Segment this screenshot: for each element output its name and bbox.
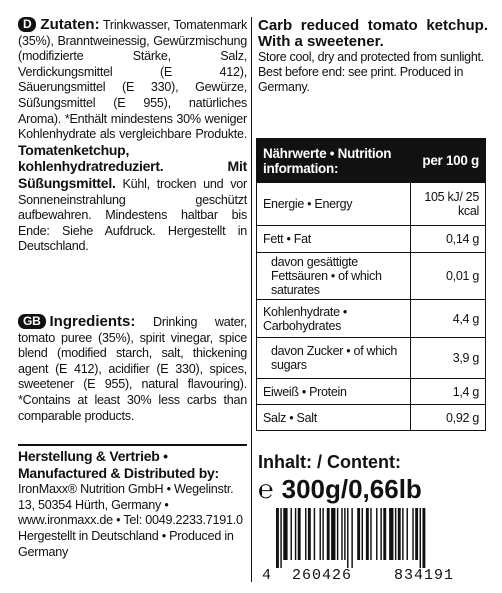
barcode-bar — [376, 508, 377, 560]
nutrition-header-value: per 100 g — [411, 139, 486, 183]
nutrition-row — [257, 405, 486, 431]
barcode-bar — [337, 508, 338, 560]
barcode-bar — [402, 508, 403, 560]
nutrition-row-value: 0,14 g — [411, 226, 486, 253]
nutrition-row-value: 105 kJ/ 25 kcal — [411, 183, 486, 226]
en-product-block — [258, 18, 488, 95]
barcode-bar — [283, 508, 287, 560]
barcode-bar — [305, 508, 306, 560]
barcode-bar — [412, 508, 413, 560]
gb-badge: GB — [18, 314, 46, 329]
nutrition-row-value: 3,9 g — [411, 338, 486, 379]
barcode-bar — [314, 508, 315, 560]
nutrition-row-label: Salz • Salt — [257, 405, 411, 431]
nutrition-row-label: Fett • Fat — [257, 226, 411, 253]
nutrition-header-row — [257, 139, 486, 183]
barcode-bar — [357, 508, 360, 560]
barcode-bar — [370, 508, 371, 560]
content-heading: Inhalt: / Content: — [258, 452, 401, 472]
barcode-bar — [291, 508, 292, 560]
nutrition-row-value: 4,4 g — [411, 300, 486, 338]
nutrition-row-value: 0,01 g — [411, 253, 486, 300]
barcode-bar — [276, 508, 279, 568]
nutrition-row-label: Energie • Energy — [257, 183, 411, 226]
barcode-bar — [322, 508, 323, 560]
barcode-bar — [344, 508, 345, 560]
gb-ingredients-text: Drinking water, tomato puree (35%), spirit vinegar, spice blend (modified starch, salt, thickening agent (E 412), acidifier (E 330), spices, sweetener (E 955), natural flavouring). *Contains at least 30% less carbs than comparable products. — [18, 315, 248, 423]
barcode-bar — [280, 508, 281, 568]
de-product-name: Tomatenketchup, kohlenhydratreduziert. Mit Süßungsmittel. — [18, 141, 247, 191]
gb-ingredients-block — [18, 314, 247, 424]
nutrition-table — [256, 138, 486, 431]
gb-heading: Ingredients: — [49, 313, 136, 330]
nutrition-row-value: 0,92 g — [411, 405, 486, 431]
barcode-digit-1: 4 — [262, 567, 273, 584]
nutrition-row — [257, 253, 486, 300]
nutrition-row-label: davon gesättigte Fettsäuren • of which saturates — [257, 253, 411, 300]
barcode-bar — [415, 508, 418, 560]
nutrition-row-label: davon Zucker • of which sugars — [257, 338, 411, 379]
barcode-bar — [341, 508, 342, 560]
barcode-bar — [347, 508, 348, 568]
barcode-bar — [389, 508, 393, 560]
barcode-bar — [295, 508, 296, 560]
nutrition-row — [257, 183, 486, 226]
barcode-bar — [422, 508, 425, 568]
barcode-bar — [383, 508, 386, 560]
content-amount: 300g/0,66lb — [281, 474, 422, 504]
barcode-bar — [398, 508, 401, 560]
de-storage-text: Kühl, trocken und vor Sonneneinstrahlung geschützt aufbewahren. Mindestens haltbar bis Ende: Siehe Aufdruck. Hergestellt in Deutschland. — [18, 176, 247, 254]
de-ingredients-text: Trinkwasser, Tomatenmark (35%), Branntweinessig, Gewürzmischung (modifizierte Stärke, Salz, Verdickungsmittel (E 412), Säuerungsmittel (E 330), Gewürze, Süßungsmittel (E 955), natürliches Aroma). *Enthält mindestens 30% weniger Kohlenhydrate als vergleichbare Produkte. — [18, 18, 247, 142]
en-storage-text: Store cool, dry and protected from sunlight. Best before end: see print. Produced in Germany. — [258, 50, 484, 94]
barcode-digit-group-2: 834191 — [394, 567, 455, 584]
barcode-bar — [420, 508, 421, 568]
barcode-bar — [366, 508, 369, 560]
manufacturer-text: IronMaxx® Nutrition GmbH • Wegelinstr. 13, 50354 Hürth, Germany • www.ironmaxx.de • Tel: 0049.2233.7191.0 Hergestellt in Deutschland • Produced in Germany — [18, 482, 243, 559]
de-badge: D — [18, 17, 36, 32]
left-divider — [18, 444, 247, 446]
barcode-bar — [308, 508, 311, 560]
barcode-bar — [320, 508, 321, 560]
barcode-bar — [331, 508, 335, 560]
barcode-bar — [351, 508, 352, 568]
barcode-bar — [298, 508, 301, 560]
nutrition-row — [257, 226, 486, 253]
de-heading: Zutaten: — [40, 16, 100, 33]
en-product-name: Carb reduced tomato ketchup. With a sweetener. — [258, 17, 488, 50]
manufacturer-block — [18, 449, 247, 560]
barcode-bar — [407, 508, 408, 560]
estimate-mark-icon: ℮ — [258, 474, 274, 504]
barcode-bar — [395, 508, 396, 560]
nutrition-row — [257, 338, 486, 379]
barcode-bar — [362, 508, 363, 560]
nutrition-row-label: Kohlenhydrate • Carbohydrates — [257, 300, 411, 338]
barcode-bar — [380, 508, 381, 560]
column-divider — [251, 17, 252, 582]
barcode — [276, 508, 476, 568]
manufacturer-heading: Herstellung & Vertrieb • Manufactured & Distributed by: — [18, 448, 219, 481]
nutrition-row — [257, 379, 486, 405]
nutrition-row-value: 1,4 g — [411, 379, 486, 405]
content-amount-line — [258, 474, 422, 505]
nutrition-row — [257, 300, 486, 338]
nutrition-header-label: Nährwerte • Nutrition information: — [257, 139, 411, 183]
barcode-bar — [327, 508, 330, 560]
nutrition-row-label: Eiweiß • Protein — [257, 379, 411, 405]
barcode-digit-group-1: 260426 — [292, 567, 353, 584]
nutrition-table-wrap — [256, 138, 486, 431]
de-ingredients-block — [18, 17, 247, 255]
